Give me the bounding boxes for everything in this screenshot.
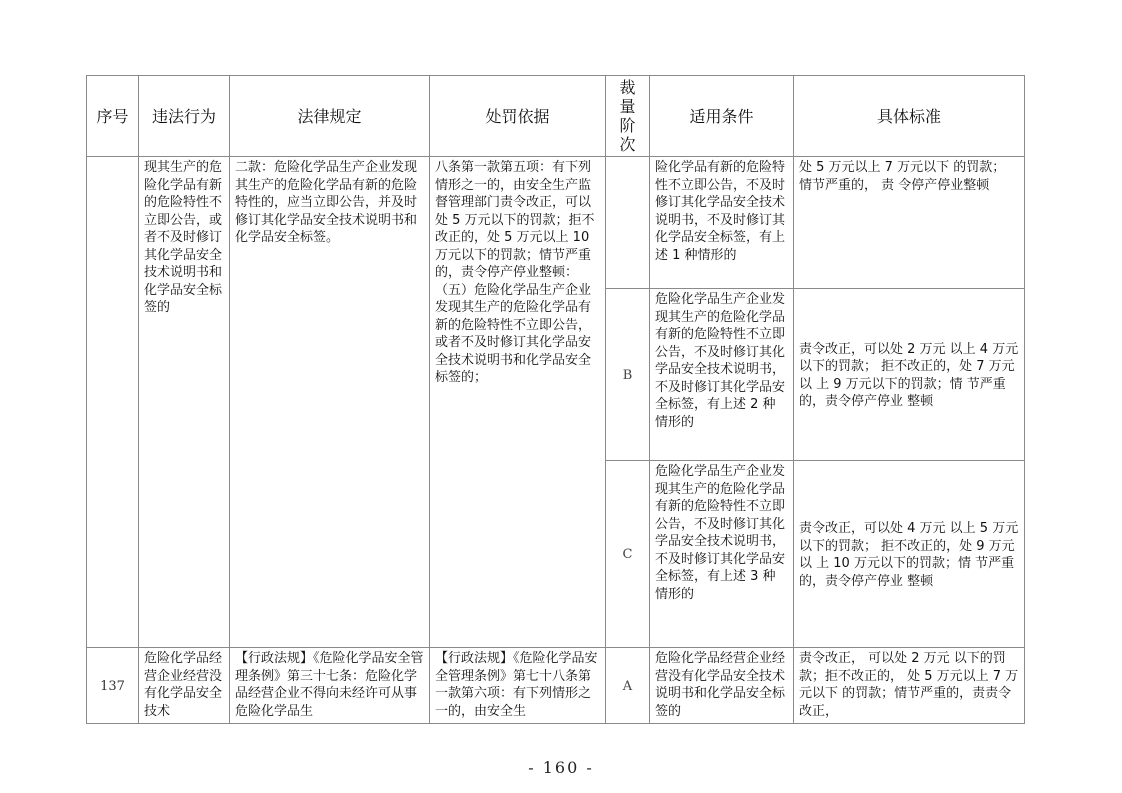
- behavior-cell: 危险化学品经营企业经营没有化学品安全技术: [139, 648, 230, 724]
- law-cell: 【行政法规】《危险化学品安全管理条例》第三十七条：危险化学品经营企业不得向未经许可从事危险化学品生: [230, 648, 430, 724]
- basis-cell: 【行政法规】《危险化学品安全管理条例》第七十八条第一款第六项：有下列情形之一的，由安全生: [430, 648, 606, 724]
- level-cell: C: [606, 461, 650, 648]
- level-cell: B: [606, 289, 650, 461]
- basis-cell: 八条第一款第五项：有下列情形之一的，由安全生产监督管理部门责令改正，可以处 5 万元以下的罚款；拒不改正的，处 5 万元以上 10 万元以下的罚款；情节严重的，责令停产停业整顿：（五）危险化学品生产企业发现其生产的危险化学品有新的危险特性不立即公告，或者不及时修订其化学品安全技术说明书和化学品安全标签的；: [430, 157, 606, 648]
- level-cell: [606, 157, 650, 289]
- header-level: 裁量阶次: [606, 76, 650, 157]
- level-cell: A: [606, 648, 650, 724]
- standard-cell: 责令改正，可以处 2 万元 以上 4 万元以下的罚款； 拒不改正的，处 7 万元以 上 9 万元以下的罚款；情 节严重的，责令停产停业 整顿: [794, 289, 1025, 461]
- penalty-standard-table: [86, 75, 1025, 724]
- page-number: - 160 -: [528, 758, 594, 777]
- table-row: [87, 157, 1025, 289]
- condition-cell: 危险化学品经营企业经营没有化学品安全技术说明书和化学品安全标签的: [650, 648, 794, 724]
- law-cell: 二款：危险化学品生产企业发现其生产的危险化学品有新的危险特性的，应当立即公告，并及时修订其化学品安全技术说明书和化学品安全标签。: [230, 157, 430, 648]
- standard-cell: 责令改正， 可以处 2 万元 以下的罚款；拒不改正的， 处 5 万元以上 7 万元以下 的罚款；情节严重的，责责令改正，: [794, 648, 1025, 724]
- header-basis: 处罚依据: [430, 76, 606, 157]
- table-row: [87, 648, 1025, 724]
- behavior-cell: 现其生产的危险化学品有新的危险特性不立即公告，或者不及时修订其化学品安全技术说明书和化学品安全标签的: [139, 157, 230, 648]
- standard-cell: 责令改正，可以处 4 万元 以上 5 万元以下的罚款； 拒不改正的，处 9 万元以 上 10 万元以下的罚款；情 节严重的，责令停产停业 整顿: [794, 461, 1025, 648]
- header-law: 法律规定: [230, 76, 430, 157]
- standard-cell: 处 5 万元以上 7 万元以下 的罚款； 情节严重的， 责 令停产停业整顿: [794, 157, 1025, 289]
- condition-cell: 危险化学品生产企业发现其生产的危险化学品有新的危险特性不立即公告，不及时修订其化学品安全技术说明书，不及时修订其化学品安全标签，有上述 2 种情形的: [650, 289, 794, 461]
- table-header-row: [87, 76, 1025, 157]
- condition-cell: 危险化学品生产企业发现其生产的危险化学品有新的危险特性不立即公告，不及时修订其化学品安全技术说明书，不及时修订其化学品安全标签，有上述 3 种情形的: [650, 461, 794, 648]
- header-condition: 适用条件: [650, 76, 794, 157]
- seq-cell: [87, 157, 139, 648]
- header-behavior: 违法行为: [139, 76, 230, 157]
- header-standard: 具体标准: [794, 76, 1025, 157]
- header-seq: 序号: [87, 76, 139, 157]
- condition-cell: 险化学品有新的危险特性不立即公告，不及时修订其化学品安全技术说明书，不及时修订其化学品安全标签，有上述 1 种情形的: [650, 157, 794, 289]
- seq-cell: 137: [87, 648, 139, 724]
